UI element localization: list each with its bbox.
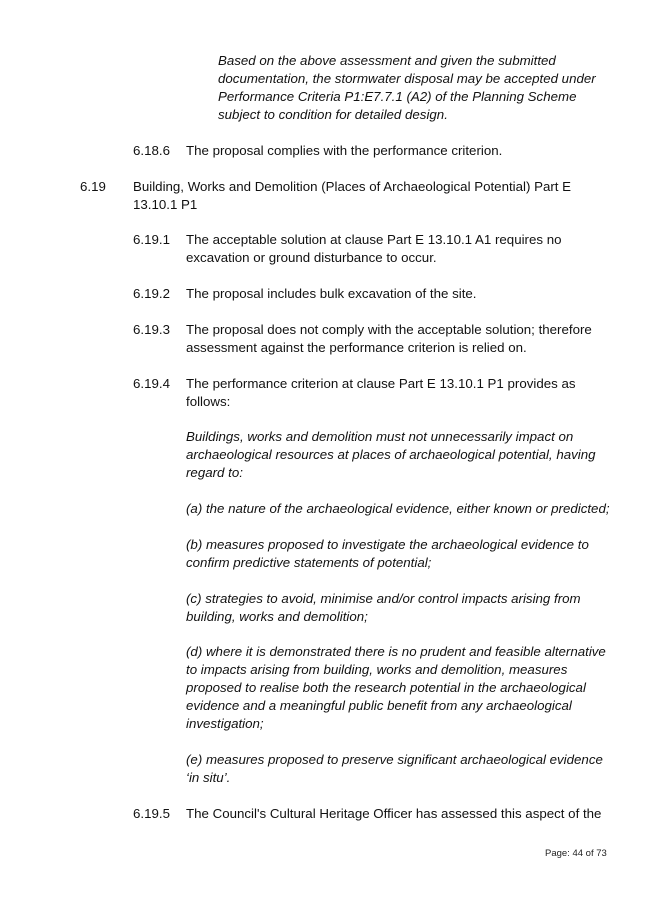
criterion-item-e: (e) measures proposed to preserve significant archaeological evidence ‘in situ’. <box>186 752 603 785</box>
clause-number-6-18-6: 6.18.6 <box>133 143 170 158</box>
clause-text-6-19-3: The proposal does not comply with the acceptable solution; therefore assessment against the performance criterion is relied on. <box>186 322 592 355</box>
clause-number-6-19-5: 6.19.5 <box>133 806 170 821</box>
criterion-item-b: (b) measures proposed to investigate the archaeological evidence to confirm predictive statements of potential; <box>186 537 589 570</box>
clause-text-6-19-4: The performance criterion at clause Part E 13.10.1 P1 provides as follows: <box>186 376 576 409</box>
clause-number-6-19-1: 6.19.1 <box>133 232 170 247</box>
criterion-item-c: (c) strategies to avoid, minimise and/or control impacts arising from building, works and demolition; <box>186 591 581 624</box>
clause-text-6-19-5: The Council's Cultural Heritage Officer has assessed this aspect of the <box>186 806 602 821</box>
section-number-6-19: 6.19 <box>80 179 106 194</box>
criterion-item-a: (a) the nature of the archaeological evidence, either known or predicted; <box>186 501 610 516</box>
clause-number-6-19-2: 6.19.2 <box>133 286 170 301</box>
criterion-lead: Buildings, works and demolition must not unnecessarily impact on archaeological resources at places of archaeological potential, having regard to: <box>186 429 596 480</box>
clause-number-6-19-4: 6.19.4 <box>133 376 170 391</box>
page-number: Page: 44 of 73 <box>545 848 607 859</box>
clause-text-6-19-1: The acceptable solution at clause Part E 13.10.1 A1 requires no excavation or ground disturbance to occur. <box>186 232 562 265</box>
clause-text-6-19-2: The proposal includes bulk excavation of the site. <box>186 286 477 301</box>
intro-quote: Based on the above assessment and given the submitted documentation, the stormwater disposal may be accepted under Performance Criteria P1:E7.7.1 (A2) of the Planning Scheme subject to condition for detailed design. <box>218 53 596 122</box>
clause-text-6-18-6: The proposal complies with the performance criterion. <box>186 143 503 158</box>
section-heading-6-19: Building, Works and Demolition (Places of Archaeological Potential) Part E 13.10.1 P1 <box>133 179 572 212</box>
clause-number-6-19-3: 6.19.3 <box>133 322 170 337</box>
criterion-item-d: (d) where it is demonstrated there is no prudent and feasible alternative to impacts arising from building, works and demolition, measures proposed to realise both the research potential in the archaeological evidence and a meaningful public benefit from any archaeological investigation; <box>186 644 606 731</box>
